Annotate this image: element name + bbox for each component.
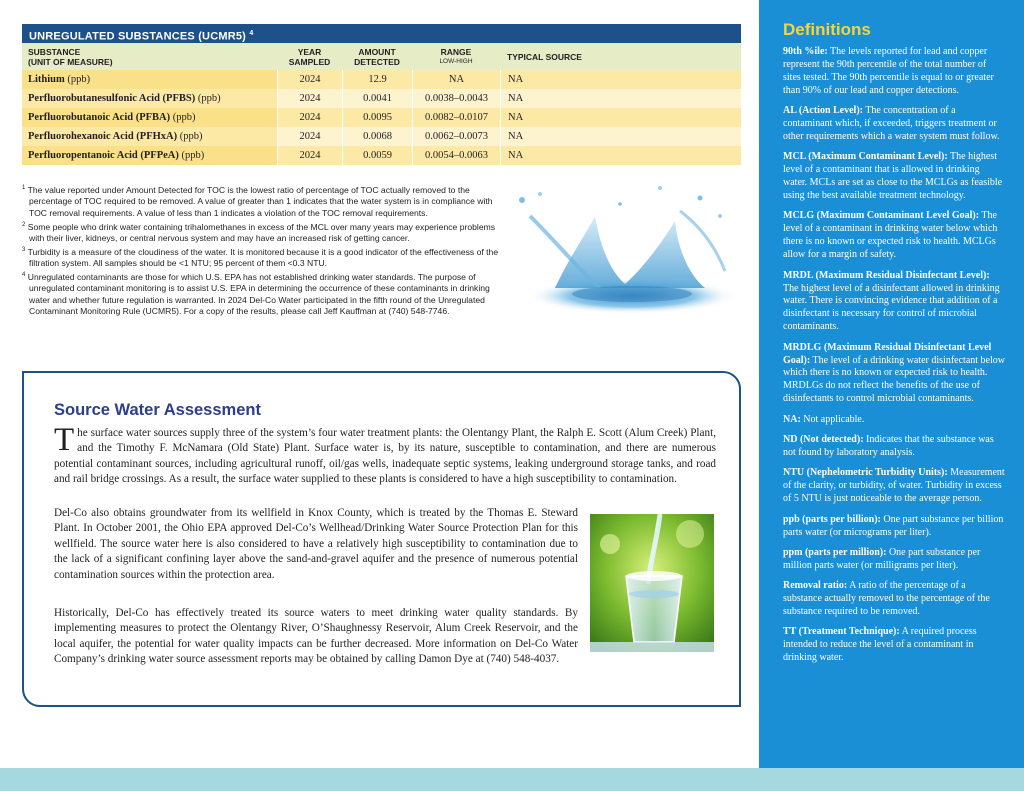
header-range: RANGE LOW-HIGH: [439, 46, 473, 65]
definition-item: Removal ratio: A ratio of the percentage of a substance actually removed to the percentage of the substance required to be removed.: [783, 580, 990, 618]
table-row: [22, 146, 741, 165]
cell-range: 0.0062–0.0073: [412, 127, 500, 146]
definition-item: MRDL (Maximum Residual Disinfectant Level): The highest level of a disinfectant allowed in drinking water. There is convincing evidence that addition of a disinfectant is necessary for control of microbial contaminants.: [783, 269, 1000, 333]
definition-item: MCL (Maximum Contaminant Level): The highest level of a contaminant that is allowed in drinking water. MCLs are set as close to the MCLGs as feasible using the best available treatment technology.: [783, 151, 1003, 202]
definition-item: NA: Not applicable.: [783, 413, 865, 425]
paragraph-groundwater: Del-Co also obtains groundwater from its wellfield in Knox County, which is treated by the Thomas E. Steward Plant. In October 2001, the Ohio EPA approved Del-Co’s Wellhead/Drinking Water Source Protection Plan for this wellfield. The source water here is also considered to have a relatively high susceptibility to contamination due to the lack of a significant confining layer above the sand-and-gravel aquifer and the presence of numerous potential contamination sources within the protection area.: [54, 507, 578, 581]
cell-range: 0.0038–0.0043: [412, 89, 500, 108]
cell-year: 2024: [277, 70, 342, 89]
drop-cap: T: [54, 422, 75, 458]
cell-source: NA: [500, 127, 741, 146]
cell-source: NA: [500, 146, 741, 165]
footnotes: [22, 183, 502, 318]
definition-item: 90th %ile: The levels reported for lead and copper represent the 90th percentile of the total number of sites tested. The 90th percentile is equal to or greater than 90% of our lead and copper detections.: [783, 46, 994, 96]
cell-range: NA: [412, 70, 500, 89]
header-substance: SUBSTANCE (UNIT OF MEASURE): [28, 46, 113, 67]
definitions-title: Definitions: [783, 20, 871, 39]
cell-year: 2024: [277, 89, 342, 108]
header-amount: AMOUNT DETECTED: [354, 46, 400, 67]
water-splash-image: [500, 176, 740, 326]
cell-range: 0.0054–0.0063: [412, 146, 500, 165]
source-water-assessment-section: [22, 371, 741, 707]
cell-year: 2024: [277, 146, 342, 165]
table-header-row: [22, 43, 741, 70]
header-year: YEAR SAMPLED: [288, 46, 331, 67]
definition-item: MCLG (Maximum Contaminant Level Goal): The level of a contaminant in drinking water below which there is no known or expected risk to health. MCLGs allow for a margin of safety.: [783, 210, 998, 261]
cell-source: NA: [500, 108, 741, 127]
cell-source: NA: [500, 70, 741, 89]
table-row: [22, 108, 741, 127]
footnote-1: $^1$ The value reported under Amount Detected for TOC is the lowest ratio of percentage of TOC actually removed to the percentage of TOC required to be removed. A value of greater than 1 indicates that the water system is in compliance with TOC removal requirements. A value of less than 1 indicates a violation of the TOC removal requirements.: [22, 184, 493, 219]
definition-item: TT (Treatment Technique): A required process intended to reduce the level of a contaminant in drinking water.: [783, 626, 977, 664]
cell-amount: 0.0059: [342, 146, 412, 165]
cell-amount: 0.0095: [342, 108, 412, 127]
cell-year: 2024: [277, 127, 342, 146]
footnote-2: $^2$ Some people who drink water containing trihalomethanes in excess of the MCL over many years may experience problems with their liver, kidneys, or central nervous system and may have an increased risk of getting cancer.: [22, 221, 496, 244]
definition-item: ppm (parts per million): One part substance per million parts water (or milligrams per liter).: [783, 546, 981, 571]
cell-range: 0.0082–0.0107: [412, 108, 500, 127]
bottom-band: [0, 768, 1024, 791]
footnote-3: $^3$ Turbidity is a measure of the cloudiness of the water. It is monitored because it is a good indicator of the effectiveness of the filtration system. All samples should be <1 NTU; 95 percent of them <0.3 NTU.: [22, 246, 499, 269]
paragraph-protection: Historically, Del-Co has effectively treated its source waters to meet drinking water quality standards. By implementing measures to protect the Olentangy River, O’Shaughnessy Reservoir, Alum Creek Reservoir, and the local aquifer, the potential for water quality impacts can be further decreased. More information on Del-Co Water Company’s drinking water source assessment reports may be obtained by calling Damon Dye at (740) 548-4037.: [54, 607, 578, 666]
definitions-list: [783, 46, 1005, 673]
table-row: [22, 70, 741, 89]
cell-source: NA: [500, 89, 741, 108]
table-row: [22, 89, 741, 108]
cell-amount: 0.0068: [342, 127, 412, 146]
cell-amount: 12.9: [342, 70, 412, 89]
cell-substance: Perfluoropentanoic Acid (PFPeA) (ppb): [22, 146, 277, 165]
header-source: TYPICAL SOURCE: [507, 51, 582, 62]
cell-substance: Perfluorobutanoic Acid (PFBA) (ppb): [22, 108, 277, 127]
definition-item: MRDLG (Maximum Residual Disinfectant Level Goal): The level of a drinking water disinfectant below which there is no known or expected risk to health. MRDLGs do not reflect the benefits of the use of disinfectants to control microbial contaminants.: [783, 341, 1005, 405]
glass-of-water-image: [590, 514, 714, 652]
definition-item: ppb (parts per billion): One part substance per billion parts water (or micrograms per liter).: [783, 513, 1004, 538]
definition-item: NTU (Nephelometric Turbidity Units): Measurement of the clarity, or turbidity, of water. Turbidity in excess of 5 NTU is just noticeable to the average person.: [783, 467, 1005, 505]
cell-substance: Perfluorobutanesulfonic Acid (PFBS) (ppb): [22, 89, 277, 108]
definition-item: ND (Not detected): Indicates that the substance was not found by laboratory analysis.: [783, 434, 994, 458]
definition-item: AL (Action Level): The concentration of a contaminant which, if exceeded, triggers treatment or other requirements which a water system must follow.: [783, 105, 1000, 142]
table-row: [22, 127, 741, 146]
cell-amount: 0.0041: [342, 89, 412, 108]
paragraph-surface-water: The surface water sources supply three of the system’s four water treatment plants: the Olentangy Plant, the Ralph E. Scott (Alum Creek) Plant, and the Timothy F. McNamara (Old State) Plant. Surface water is, by its nature, susceptible to contamination, and there are numerous potential contaminant sources, including agricultural runoff, oil/gas wells, inadequate septic systems, leaking underground storage tanks, and road and rail bridge crossings. As a result, the surface water supplied to these plants is considered to have a high susceptibility to contamination.: [54, 422, 716, 486]
definitions-sidebar: [759, 0, 1024, 768]
footnote-4: $^4$ Unregulated contaminants are those for which U.S. EPA has not established drinking water standards. The purpose of unregulated contaminant monitoring is to assist U.S. EPA in determining the occurrence of these contaminants in drinking water and whether future regulation is warranted. In 2024 Del-Co Water participated in the fifth round of the Unregulated Contaminant Monitoring Rule (UCMR5). For a copy of the results, please call Jeff Kauffman at (740) 548-7746.: [22, 271, 490, 317]
table-title: UNREGULATED SUBSTANCES (UCMR5) $^4$: [22, 24, 741, 43]
section-title: Source Water Assessment: [54, 401, 261, 419]
cell-substance: Lithium (ppb): [22, 70, 277, 89]
cell-year: 2024: [277, 108, 342, 127]
ucmr5-table: [22, 24, 741, 165]
cell-substance: Perfluorohexanoic Acid (PFHxA) (ppb): [22, 127, 277, 146]
